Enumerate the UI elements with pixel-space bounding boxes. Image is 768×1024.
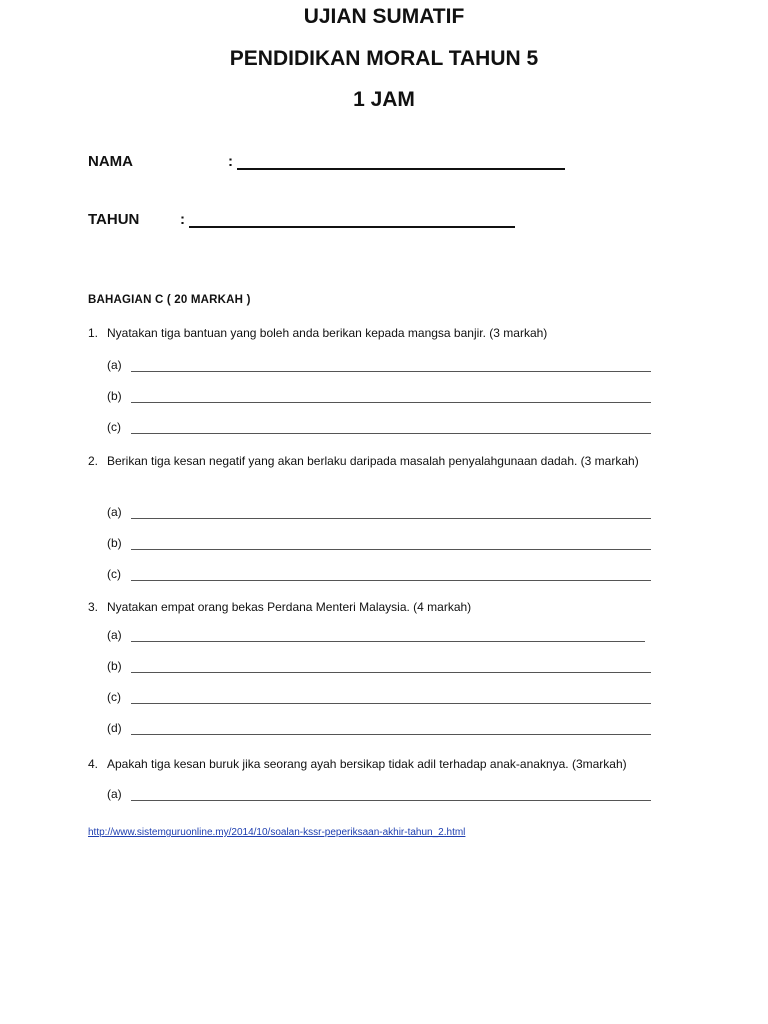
answer-blank[interactable] bbox=[131, 662, 651, 673]
answer-label: (c) bbox=[107, 690, 121, 704]
answer-line[interactable] bbox=[107, 389, 651, 403]
answer-blank[interactable] bbox=[131, 790, 651, 801]
nama-field-row bbox=[88, 153, 565, 170]
answer-line[interactable] bbox=[107, 787, 651, 801]
answer-line[interactable] bbox=[107, 358, 651, 372]
nama-label: NAMA bbox=[88, 153, 133, 170]
answer-label: (b) bbox=[107, 659, 122, 673]
answer-blank[interactable] bbox=[131, 392, 651, 403]
answer-label: (a) bbox=[107, 358, 122, 372]
question-number: 1. bbox=[88, 326, 99, 340]
tahun-colon: : bbox=[180, 211, 185, 228]
answer-blank[interactable] bbox=[131, 631, 645, 642]
answer-line[interactable] bbox=[107, 420, 651, 434]
answer-blank[interactable] bbox=[131, 539, 651, 550]
answer-line[interactable] bbox=[107, 536, 651, 550]
answer-blank[interactable] bbox=[131, 361, 651, 372]
question-number: 4. bbox=[88, 757, 99, 771]
answer-label: (b) bbox=[107, 536, 122, 550]
answer-label: (a) bbox=[107, 787, 122, 801]
question-3 bbox=[88, 597, 658, 618]
tahun-input-line[interactable] bbox=[189, 214, 515, 228]
source-link[interactable]: http://www.sistemguruonline.my/2014/10/soalan-kssr-peperiksaan-akhir-tahun_2.html bbox=[88, 827, 466, 838]
question-text: Berikan tiga kesan negatif yang akan berlaku daripada masalah penyalahgunaan dadah. (3 markah) bbox=[107, 454, 639, 468]
answer-blank[interactable] bbox=[131, 724, 651, 735]
answer-line[interactable] bbox=[107, 690, 651, 704]
nama-colon: : bbox=[228, 153, 233, 170]
title-line-1: UJIAN SUMATIF bbox=[303, 5, 465, 28]
answer-line[interactable] bbox=[107, 567, 651, 581]
tahun-label: TAHUN bbox=[88, 211, 140, 228]
answer-line[interactable] bbox=[107, 505, 651, 519]
section-heading: BAHAGIAN C ( 20 MARKAH ) bbox=[88, 294, 251, 306]
question-number: 3. bbox=[88, 600, 99, 614]
tahun-field-row bbox=[88, 211, 515, 228]
question-number: 2. bbox=[88, 454, 99, 468]
answer-blank[interactable] bbox=[131, 693, 651, 704]
question-2 bbox=[88, 451, 658, 472]
answer-line[interactable] bbox=[107, 659, 651, 673]
title-line-3: 1 JAM bbox=[353, 88, 415, 111]
answer-label: (c) bbox=[107, 567, 121, 581]
answer-label: (c) bbox=[107, 420, 121, 434]
question-text: Nyatakan tiga bantuan yang boleh anda berikan kepada mangsa banjir. (3 markah) bbox=[107, 326, 548, 340]
question-text: Nyatakan empat orang bekas Perdana Menteri Malaysia. (4 markah) bbox=[107, 600, 472, 614]
answer-label: (d) bbox=[107, 721, 122, 735]
question-1 bbox=[88, 323, 658, 344]
answer-line[interactable] bbox=[107, 628, 645, 642]
question-text: Apakah tiga kesan buruk jika seorang ayah bersikap tidak adil terhadap anak-anaknya. (3markah) bbox=[107, 757, 627, 771]
title-line-2: PENDIDIKAN MORAL TAHUN 5 bbox=[229, 47, 539, 70]
answer-line[interactable] bbox=[107, 721, 651, 735]
answer-blank[interactable] bbox=[131, 508, 651, 519]
answer-label: (b) bbox=[107, 389, 122, 403]
answer-blank[interactable] bbox=[131, 423, 651, 434]
answer-blank[interactable] bbox=[131, 570, 651, 581]
nama-input-line[interactable] bbox=[237, 156, 565, 170]
question-4 bbox=[88, 754, 658, 775]
answer-label: (a) bbox=[107, 505, 122, 519]
answer-label: (a) bbox=[107, 628, 122, 642]
